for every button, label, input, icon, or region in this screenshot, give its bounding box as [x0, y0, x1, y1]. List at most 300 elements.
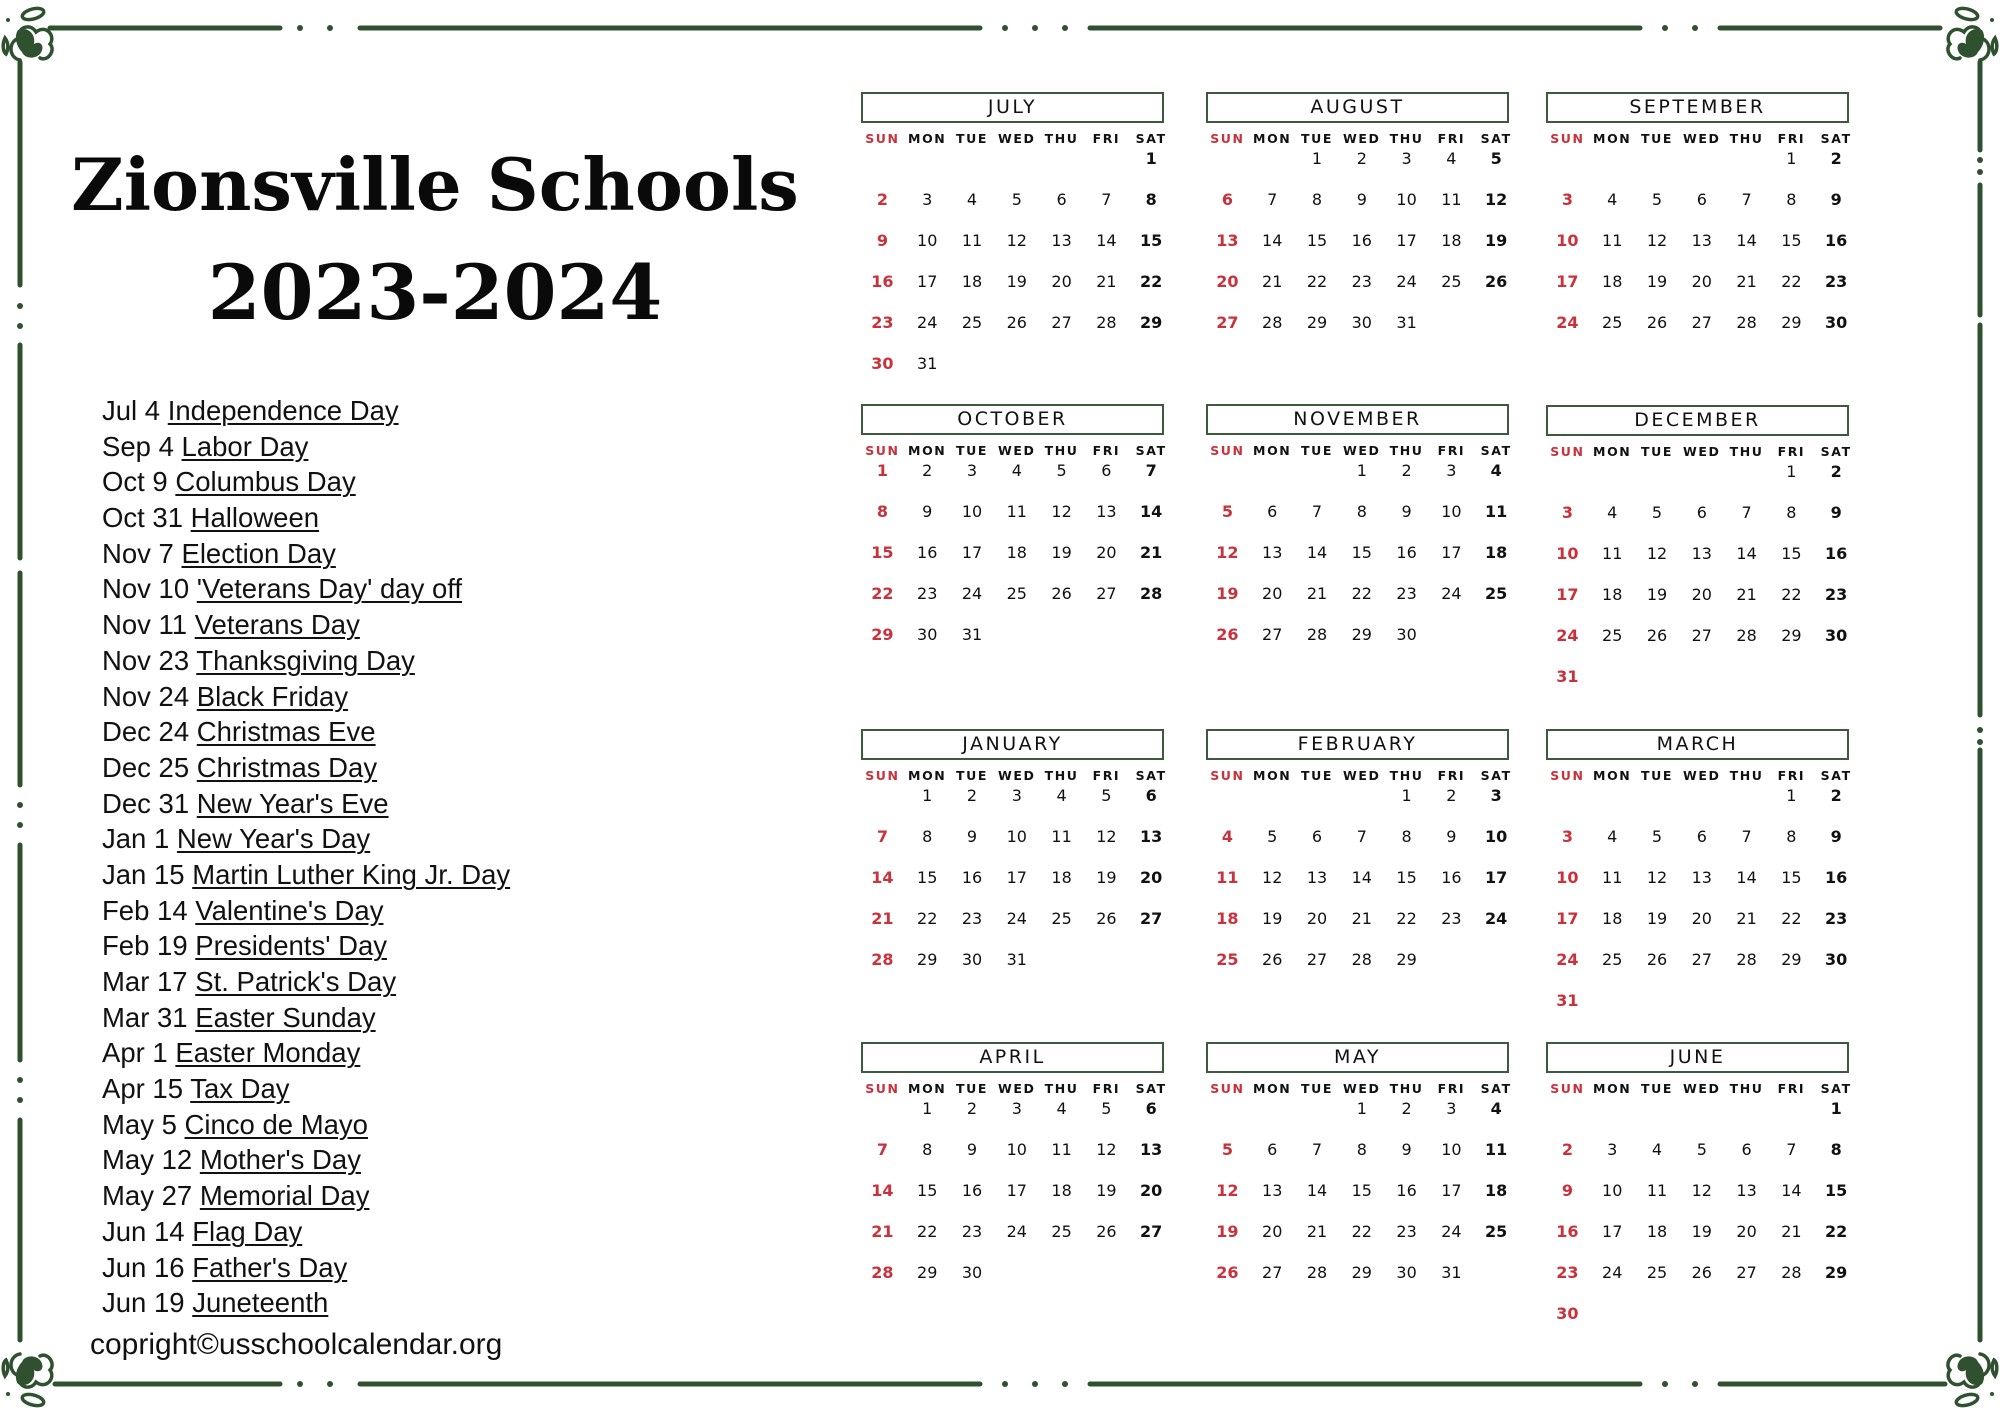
day-cell[interactable]: 29 — [1351, 625, 1372, 644]
day-cell[interactable]: 30 — [1556, 1304, 1579, 1323]
day-cell[interactable]: 19 — [1262, 909, 1283, 928]
day-cell[interactable]: 7 — [1741, 503, 1752, 522]
day-cell[interactable]: 15 — [1140, 231, 1163, 250]
day-cell[interactable]: 31 — [1441, 1263, 1462, 1282]
day-cell[interactable]: 26 — [1051, 584, 1072, 603]
day-cell[interactable]: 7 — [1101, 190, 1112, 209]
day-cell[interactable]: 11 — [1006, 502, 1027, 521]
day-cell[interactable]: 29 — [917, 1263, 938, 1282]
day-cell[interactable]: 23 — [917, 584, 938, 603]
day-cell[interactable]: 12 — [1646, 868, 1668, 887]
day-cell[interactable]: 11 — [1051, 827, 1072, 846]
day-cell[interactable]: 3 — [1446, 461, 1457, 480]
day-cell[interactable]: 29 — [1140, 313, 1163, 332]
day-cell[interactable]: 2 — [966, 786, 978, 805]
day-cell[interactable]: 24 — [1441, 584, 1462, 603]
day-cell[interactable]: 12 — [1216, 1181, 1239, 1200]
day-cell[interactable]: 25 — [1602, 626, 1623, 645]
day-cell[interactable]: 6 — [1696, 827, 1707, 846]
day-cell[interactable]: 18 — [1006, 543, 1027, 562]
day-cell[interactable]: 30 — [917, 625, 938, 644]
day-cell[interactable]: 12 — [1006, 231, 1027, 250]
day-cell[interactable]: 20 — [1140, 1181, 1163, 1200]
day-cell[interactable]: 20 — [1691, 585, 1712, 604]
day-cell[interactable]: 13 — [1262, 543, 1283, 562]
day-cell[interactable]: 19 — [1646, 909, 1668, 928]
holiday-link[interactable]: Columbus Day — [175, 466, 356, 498]
day-cell[interactable]: 30 — [871, 354, 894, 373]
day-cell[interactable]: 16 — [1396, 1181, 1417, 1200]
day-cell[interactable]: 20 — [1691, 272, 1712, 291]
day-cell[interactable]: 9 — [1561, 1181, 1573, 1200]
day-cell[interactable]: 3 — [1011, 1099, 1022, 1118]
day-cell[interactable]: 9 — [1401, 502, 1412, 521]
day-cell[interactable]: 25 — [1051, 1222, 1072, 1241]
day-cell[interactable]: 22 — [1781, 585, 1802, 604]
day-cell[interactable]: 5 — [1101, 1099, 1112, 1118]
day-cell[interactable]: 28 — [1736, 626, 1757, 645]
day-cell[interactable]: 10 — [1556, 231, 1579, 250]
day-cell[interactable]: 19 — [1216, 584, 1239, 603]
day-cell[interactable]: 18 — [1441, 231, 1462, 250]
day-cell[interactable]: 8 — [1311, 190, 1323, 209]
day-cell[interactable]: 8 — [922, 827, 933, 846]
day-cell[interactable]: 3 — [1561, 503, 1573, 522]
day-cell[interactable]: 17 — [1485, 868, 1508, 887]
day-cell[interactable]: 11 — [1051, 1140, 1072, 1159]
holiday-link[interactable]: Christmas Eve — [196, 716, 376, 748]
day-cell[interactable]: 21 — [1736, 585, 1757, 604]
day-cell[interactable]: 19 — [1006, 272, 1027, 291]
day-cell[interactable]: 20 — [1736, 1222, 1757, 1241]
day-cell[interactable]: 29 — [1781, 626, 1802, 645]
day-cell[interactable]: 22 — [917, 1222, 938, 1241]
day-cell[interactable]: 29 — [1351, 1263, 1372, 1282]
day-cell[interactable]: 9 — [876, 231, 888, 250]
day-cell[interactable]: 6 — [1267, 502, 1278, 521]
day-cell[interactable]: 7 — [1311, 1140, 1323, 1159]
day-cell[interactable]: 2 — [922, 461, 933, 480]
day-cell[interactable]: 4 — [1446, 149, 1457, 168]
day-cell[interactable]: 13 — [1140, 1140, 1163, 1159]
day-cell[interactable]: 10 — [1485, 827, 1508, 846]
holiday-link[interactable]: Easter Monday — [175, 1037, 361, 1069]
day-cell[interactable]: 4 — [1607, 190, 1618, 209]
day-cell[interactable]: 27 — [1140, 1222, 1163, 1241]
day-cell[interactable]: 24 — [1556, 626, 1579, 645]
day-cell[interactable]: 23 — [961, 1222, 983, 1241]
day-cell[interactable]: 17 — [961, 543, 983, 562]
day-cell[interactable]: 2 — [876, 190, 888, 209]
day-cell[interactable]: 8 — [1401, 827, 1412, 846]
day-cell[interactable]: 20 — [1216, 272, 1239, 291]
day-cell[interactable]: 9 — [1830, 503, 1842, 522]
day-cell[interactable]: 2 — [1446, 786, 1457, 805]
day-cell[interactable]: 7 — [1741, 827, 1752, 846]
day-cell[interactable]: 22 — [917, 909, 938, 928]
day-cell[interactable]: 5 — [1056, 461, 1067, 480]
day-cell[interactable]: 13 — [1262, 1181, 1283, 1200]
day-cell[interactable]: 16 — [917, 543, 938, 562]
day-cell[interactable]: 27 — [1691, 313, 1712, 332]
day-cell[interactable]: 16 — [1556, 1222, 1579, 1241]
day-cell[interactable]: 9 — [1401, 1140, 1412, 1159]
day-cell[interactable]: 26 — [1262, 950, 1283, 969]
day-cell[interactable]: 22 — [1351, 584, 1372, 603]
holiday-link[interactable]: Veterans Day — [194, 609, 360, 641]
day-cell[interactable]: 10 — [1396, 190, 1417, 209]
day-cell[interactable]: 23 — [1351, 272, 1372, 291]
day-cell[interactable]: 5 — [1490, 149, 1502, 168]
day-cell[interactable]: 6 — [1221, 190, 1233, 209]
day-cell[interactable]: 29 — [917, 950, 938, 969]
day-cell[interactable]: 24 — [1441, 1222, 1462, 1241]
holiday-link[interactable]: Martin Luther King Jr. Day — [192, 858, 511, 890]
day-cell[interactable]: 18 — [1602, 272, 1623, 291]
day-cell[interactable]: 5 — [1651, 503, 1663, 522]
day-cell[interactable]: 24 — [1006, 1222, 1027, 1241]
day-cell[interactable]: 28 — [1306, 1263, 1328, 1282]
day-cell[interactable]: 15 — [1306, 231, 1328, 250]
day-cell[interactable]: 13 — [1736, 1181, 1757, 1200]
holiday-link[interactable]: New Year's Day — [176, 823, 371, 855]
day-cell[interactable]: 25 — [1051, 909, 1072, 928]
day-cell[interactable]: 27 — [1306, 950, 1328, 969]
day-cell[interactable]: 11 — [1441, 190, 1462, 209]
day-cell[interactable]: 5 — [1221, 502, 1233, 521]
day-cell[interactable]: 8 — [1356, 502, 1367, 521]
day-cell[interactable]: 6 — [1696, 503, 1707, 522]
day-cell[interactable]: 1 — [922, 1099, 933, 1118]
day-cell[interactable]: 11 — [1485, 502, 1508, 521]
day-cell[interactable]: 14 — [1781, 1181, 1802, 1200]
day-cell[interactable]: 13 — [1216, 231, 1239, 250]
day-cell[interactable]: 11 — [1216, 868, 1239, 887]
day-cell[interactable]: 12 — [1485, 190, 1508, 209]
day-cell[interactable]: 20 — [1306, 909, 1328, 928]
day-cell[interactable]: 8 — [922, 1140, 933, 1159]
day-cell[interactable]: 29 — [871, 625, 894, 644]
day-cell[interactable]: 18 — [961, 272, 983, 291]
day-cell[interactable]: 13 — [1140, 827, 1163, 846]
day-cell[interactable]: 2 — [1401, 461, 1412, 480]
holiday-link[interactable]: Black Friday — [196, 680, 349, 712]
day-cell[interactable]: 7 — [1311, 502, 1323, 521]
day-cell[interactable]: 8 — [1830, 1140, 1842, 1159]
day-cell[interactable]: 10 — [1441, 502, 1462, 521]
day-cell[interactable]: 5 — [1651, 190, 1663, 209]
day-cell[interactable]: 8 — [1786, 190, 1797, 209]
day-cell[interactable]: 18 — [1051, 1181, 1072, 1200]
day-cell[interactable]: 15 — [1781, 868, 1802, 887]
day-cell[interactable]: 23 — [961, 909, 983, 928]
day-cell[interactable]: 27 — [1691, 950, 1712, 969]
day-cell[interactable]: 24 — [1556, 950, 1579, 969]
day-cell[interactable]: 17 — [917, 272, 938, 291]
day-cell[interactable]: 1 — [922, 786, 933, 805]
day-cell[interactable]: 4 — [1490, 1099, 1502, 1118]
day-cell[interactable]: 31 — [1556, 667, 1579, 686]
day-cell[interactable]: 27 — [1140, 909, 1163, 928]
day-cell[interactable]: 5 — [1101, 786, 1112, 805]
day-cell[interactable]: 6 — [1267, 1140, 1278, 1159]
day-cell[interactable]: 7 — [1356, 827, 1367, 846]
day-cell[interactable]: 17 — [1396, 231, 1417, 250]
day-cell[interactable]: 13 — [1691, 544, 1712, 563]
day-cell[interactable]: 6 — [1101, 461, 1112, 480]
day-cell[interactable]: 19 — [1216, 1222, 1239, 1241]
day-cell[interactable]: 29 — [1306, 313, 1328, 332]
day-cell[interactable]: 7 — [1267, 190, 1278, 209]
day-cell[interactable]: 26 — [1646, 950, 1668, 969]
day-cell[interactable]: 29 — [1825, 1263, 1848, 1282]
day-cell[interactable]: 9 — [966, 827, 978, 846]
day-cell[interactable]: 30 — [1396, 625, 1417, 644]
day-cell[interactable]: 26 — [1646, 313, 1668, 332]
holiday-link[interactable]: Presidents' Day — [195, 930, 387, 962]
day-cell[interactable]: 9 — [1356, 190, 1367, 209]
day-cell[interactable]: 15 — [917, 1181, 938, 1200]
day-cell[interactable]: 24 — [1602, 1263, 1623, 1282]
day-cell[interactable]: 7 — [1741, 190, 1752, 209]
day-cell[interactable]: 12 — [1646, 544, 1668, 563]
holiday-link[interactable]: St. Patrick's Day — [195, 966, 397, 997]
day-cell[interactable]: 12 — [1646, 231, 1668, 250]
day-cell[interactable]: 3 — [966, 461, 978, 480]
day-cell[interactable]: 18 — [1485, 1181, 1508, 1200]
day-cell[interactable]: 2 — [1830, 462, 1842, 481]
day-cell[interactable]: 31 — [1396, 313, 1417, 332]
day-cell[interactable]: 9 — [1446, 827, 1457, 846]
day-cell[interactable]: 12 — [1096, 827, 1117, 846]
day-cell[interactable]: 11 — [1602, 231, 1623, 250]
day-cell[interactable]: 8 — [876, 502, 888, 521]
holiday-link[interactable]: Easter Sunday — [195, 1001, 376, 1033]
day-cell[interactable]: 1 — [1356, 461, 1367, 480]
day-cell[interactable]: 5 — [1651, 827, 1663, 846]
day-cell[interactable]: 2 — [1561, 1140, 1573, 1159]
holiday-link[interactable]: Flag Day — [192, 1215, 303, 1247]
day-cell[interactable]: 6 — [1145, 786, 1157, 805]
day-cell[interactable]: 13 — [1096, 502, 1117, 521]
day-cell[interactable]: 23 — [871, 313, 894, 332]
day-cell[interactable]: 5 — [1267, 827, 1278, 846]
day-cell[interactable]: 10 — [1602, 1181, 1623, 1200]
day-cell[interactable]: 15 — [917, 868, 938, 887]
day-cell[interactable]: 26 — [1096, 909, 1117, 928]
day-cell[interactable]: 18 — [1602, 585, 1623, 604]
day-cell[interactable]: 7 — [1145, 461, 1157, 480]
day-cell[interactable]: 9 — [966, 1140, 978, 1159]
day-cell[interactable]: 29 — [1781, 313, 1802, 332]
day-cell[interactable]: 1 — [1145, 149, 1157, 168]
day-cell[interactable]: 2 — [966, 1099, 978, 1118]
day-cell[interactable]: 28 — [1140, 584, 1163, 603]
day-cell[interactable]: 1 — [1786, 462, 1797, 481]
day-cell[interactable]: 25 — [1485, 584, 1508, 603]
day-cell[interactable]: 26 — [1646, 626, 1668, 645]
day-cell[interactable]: 23 — [1556, 1263, 1579, 1282]
day-cell[interactable]: 28 — [1781, 1263, 1802, 1282]
day-cell[interactable]: 10 — [1556, 544, 1579, 563]
holiday-link[interactable]: New Year's Eve — [196, 787, 389, 819]
day-cell[interactable]: 3 — [1561, 190, 1573, 209]
day-cell[interactable]: 19 — [1691, 1222, 1712, 1241]
day-cell[interactable]: 23 — [1825, 585, 1848, 604]
day-cell[interactable]: 10 — [1006, 1140, 1027, 1159]
day-cell[interactable]: 30 — [1825, 313, 1848, 332]
day-cell[interactable]: 26 — [1096, 1222, 1117, 1241]
day-cell[interactable]: 23 — [1396, 584, 1417, 603]
day-cell[interactable]: 28 — [1736, 950, 1757, 969]
day-cell[interactable]: 27 — [1262, 625, 1283, 644]
day-cell[interactable]: 10 — [1006, 827, 1027, 846]
day-cell[interactable]: 26 — [1216, 625, 1239, 644]
day-cell[interactable]: 6 — [1696, 190, 1707, 209]
day-cell[interactable]: 24 — [1485, 909, 1508, 928]
day-cell[interactable]: 11 — [1602, 868, 1623, 887]
day-cell[interactable]: 15 — [871, 543, 894, 562]
day-cell[interactable]: 14 — [871, 868, 894, 887]
day-cell[interactable]: 21 — [1140, 543, 1163, 562]
day-cell[interactable]: 18 — [1485, 543, 1508, 562]
day-cell[interactable]: 14 — [1736, 231, 1757, 250]
day-cell[interactable]: 16 — [1825, 231, 1848, 250]
day-cell[interactable]: 30 — [961, 1263, 983, 1282]
day-cell[interactable]: 8 — [1145, 190, 1157, 209]
day-cell[interactable]: 21 — [1736, 909, 1757, 928]
day-cell[interactable]: 7 — [876, 1140, 888, 1159]
day-cell[interactable]: 11 — [1646, 1181, 1668, 1200]
day-cell[interactable]: 3 — [1401, 149, 1412, 168]
day-cell[interactable]: 4 — [1607, 503, 1618, 522]
day-cell[interactable]: 24 — [917, 313, 938, 332]
day-cell[interactable]: 5 — [1221, 1140, 1233, 1159]
day-cell[interactable]: 25 — [961, 313, 983, 332]
day-cell[interactable]: 3 — [1561, 827, 1573, 846]
day-cell[interactable]: 21 — [871, 1222, 894, 1241]
day-cell[interactable]: 22 — [871, 584, 894, 603]
holiday-link[interactable]: Halloween — [190, 502, 320, 534]
day-cell[interactable]: 11 — [1602, 544, 1623, 563]
day-cell[interactable]: 28 — [1096, 313, 1117, 332]
day-cell[interactable]: 19 — [1096, 868, 1117, 887]
day-cell[interactable]: 13 — [1691, 231, 1712, 250]
day-cell[interactable]: 27 — [1051, 313, 1072, 332]
day-cell[interactable]: 27 — [1736, 1263, 1757, 1282]
day-cell[interactable]: 2 — [1401, 1099, 1412, 1118]
day-cell[interactable]: 15 — [1781, 231, 1802, 250]
day-cell[interactable]: 1 — [1311, 149, 1323, 168]
day-cell[interactable]: 9 — [922, 502, 933, 521]
day-cell[interactable]: 21 — [1351, 909, 1372, 928]
day-cell[interactable]: 1 — [1356, 1099, 1367, 1118]
day-cell[interactable]: 21 — [1306, 1222, 1328, 1241]
day-cell[interactable]: 19 — [1096, 1181, 1117, 1200]
day-cell[interactable]: 14 — [1140, 502, 1163, 521]
day-cell[interactable]: 22 — [1396, 909, 1417, 928]
day-cell[interactable]: 16 — [1396, 543, 1417, 562]
day-cell[interactable]: 22 — [1351, 1222, 1372, 1241]
day-cell[interactable]: 1 — [876, 461, 888, 480]
day-cell[interactable]: 15 — [1351, 1181, 1372, 1200]
day-cell[interactable]: 24 — [961, 584, 983, 603]
day-cell[interactable]: 8 — [1356, 1140, 1367, 1159]
day-cell[interactable]: 1 — [1786, 786, 1797, 805]
day-cell[interactable]: 28 — [1306, 625, 1328, 644]
day-cell[interactable]: 30 — [1351, 313, 1372, 332]
day-cell[interactable]: 25 — [1006, 584, 1027, 603]
day-cell[interactable]: 19 — [1485, 231, 1508, 250]
day-cell[interactable]: 13 — [1306, 868, 1328, 887]
day-cell[interactable]: 21 — [1781, 1222, 1802, 1241]
day-cell[interactable]: 31 — [961, 625, 983, 644]
day-cell[interactable]: 27 — [1216, 313, 1239, 332]
day-cell[interactable]: 16 — [1441, 868, 1462, 887]
day-cell[interactable]: 19 — [1646, 585, 1668, 604]
day-cell[interactable]: 14 — [1736, 544, 1757, 563]
day-cell[interactable]: 16 — [961, 868, 983, 887]
day-cell[interactable]: 23 — [1825, 272, 1848, 291]
day-cell[interactable]: 27 — [1691, 626, 1712, 645]
day-cell[interactable]: 20 — [1262, 584, 1283, 603]
day-cell[interactable]: 6 — [1311, 827, 1323, 846]
holiday-link[interactable]: Independence Day — [167, 395, 399, 426]
day-cell[interactable]: 4 — [1490, 461, 1502, 480]
holiday-link[interactable]: Tax Day — [190, 1073, 290, 1105]
holiday-link[interactable]: Valentine's Day — [195, 894, 384, 926]
day-cell[interactable]: 14 — [1736, 868, 1757, 887]
day-cell[interactable]: 12 — [1262, 868, 1283, 887]
day-cell[interactable]: 6 — [1056, 190, 1067, 209]
day-cell[interactable]: 20 — [1051, 272, 1072, 291]
day-cell[interactable]: 22 — [1306, 272, 1328, 291]
day-cell[interactable]: 26 — [1006, 313, 1027, 332]
day-cell[interactable]: 1 — [1786, 149, 1797, 168]
day-cell[interactable]: 17 — [1441, 543, 1462, 562]
day-cell[interactable]: 21 — [1262, 272, 1283, 291]
holiday-link[interactable]: Father's Day — [192, 1251, 348, 1283]
day-cell[interactable]: 2 — [1830, 149, 1842, 168]
day-cell[interactable]: 4 — [1056, 1099, 1067, 1118]
day-cell[interactable]: 16 — [1351, 231, 1372, 250]
day-cell[interactable]: 2 — [1830, 786, 1842, 805]
day-cell[interactable]: 31 — [917, 354, 938, 373]
day-cell[interactable]: 30 — [961, 950, 983, 969]
day-cell[interactable]: 14 — [1351, 868, 1372, 887]
holiday-link[interactable]: 'Veterans Day' day off — [196, 573, 463, 605]
day-cell[interactable]: 25 — [1602, 950, 1623, 969]
day-cell[interactable]: 23 — [1441, 909, 1462, 928]
day-cell[interactable]: 1 — [1401, 786, 1412, 805]
day-cell[interactable]: 7 — [876, 827, 888, 846]
day-cell[interactable]: 22 — [1781, 272, 1802, 291]
day-cell[interactable]: 30 — [1825, 950, 1848, 969]
day-cell[interactable]: 12 — [1216, 543, 1239, 562]
day-cell[interactable]: 1 — [1830, 1099, 1842, 1118]
day-cell[interactable]: 10 — [917, 231, 938, 250]
day-cell[interactable]: 14 — [871, 1181, 894, 1200]
day-cell[interactable]: 21 — [871, 909, 894, 928]
holiday-link[interactable]: Mother's Day — [199, 1144, 361, 1176]
day-cell[interactable]: 3 — [1607, 1140, 1618, 1159]
day-cell[interactable]: 4 — [1221, 827, 1233, 846]
day-cell[interactable]: 19 — [1051, 543, 1072, 562]
day-cell[interactable]: 28 — [871, 950, 894, 969]
holiday-link[interactable]: Election Day — [181, 537, 336, 569]
day-cell[interactable]: 5 — [1011, 190, 1022, 209]
day-cell[interactable]: 14 — [1306, 1181, 1328, 1200]
